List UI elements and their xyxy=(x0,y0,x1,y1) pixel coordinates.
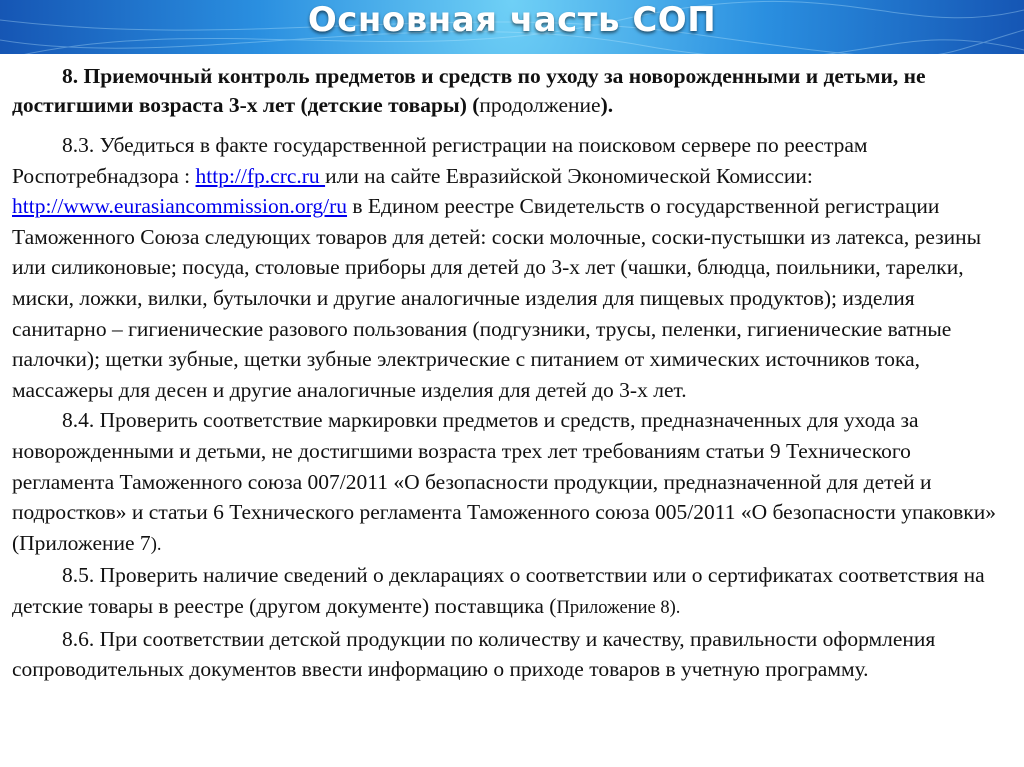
paragraph-8-4-text-1: 8.4. Проверить соответствие маркировки предметов и средств, предназначенных для ухода за новорожденными и детьми, не достигшими возраста трех лет требованиям статьи 9 Технического регламента Таможенного союза 007/2011 «О безопасности продукции, предназначенной для детей и подростков» и статьи 6 Технического регламента Таможенного союза 005/2011 «О безопасности упаковки» (Приложение 7 xyxy=(12,408,997,555)
content-panel xyxy=(0,54,1024,767)
paragraph-8-5-text-2: Приложение 8). xyxy=(556,597,681,618)
paragraph-8-4 xyxy=(12,405,1000,560)
paragraph-8-6 xyxy=(12,624,1000,685)
paragraph-8-4-text-2: ). xyxy=(150,534,162,555)
paragraph-8-3 xyxy=(12,130,1000,405)
paragraph-8-6-text-1: 8.6. При соответствии детской продукции по количеству и качеству, правильности оформления сопроводительных документов ввести информацию о приходе товаров в учетную программу. xyxy=(12,626,936,682)
paragraph-8-3-text-1: 8.3. Убедиться в факте государственной регистрации на поисковом сервере по реестрам Роспотребнадзора : xyxy=(12,133,868,188)
paragraph-8-3-text-2: или на сайте Евразийской Экономической Комиссии: xyxy=(325,163,813,188)
section-heading xyxy=(12,62,1000,120)
slide-title: Основная часть СОП xyxy=(307,0,717,40)
heading-continuation-text: продолжение xyxy=(479,93,601,117)
rospotrebnadzor-link[interactable]: http://fp.crc.ru xyxy=(195,163,326,188)
heading-bold-text: 8. Приемочный контроль предметов и средств по уходу за новорожденными и детьми, не достигшими возраста 3-х лет (детские товары) ( xyxy=(12,64,926,117)
paragraph-8-3-text-3: в Едином реестре Свидетельств о государственной регистрации Таможенного Союза следующих товаров для детей: соски молочные, соски-пустышки из латекса, резины или силиконовые; посуда, столовые приборы для детей до 3-х лет (чашки, блюдца, поильники, тарелки, миски, ложки, вилки, бутылочки и другие аналогичные изделия для пищевых продуктов); изделия санитарно – гигиенические разового пользования (подгузники, трусы, пеленки, гигиенические ватные палочки); щетки зубные, щетки зубные электрические с питанием от химических источников тока, массажеры для десен и другие аналогичные изделия для детей до 3-х лет. xyxy=(12,194,982,402)
paragraph-8-5 xyxy=(12,560,1000,623)
heading-end-text: ). xyxy=(600,93,614,117)
eurasian-commission-link[interactable]: http://www.eurasiancommission.org/ru xyxy=(12,194,348,219)
paragraph-8-5-text-1: 8.5. Проверить наличие сведений о декларациях о соответствии или о сертификатах соответствия на детские товары в реестре (другом документе) поставщика ( xyxy=(12,563,985,618)
